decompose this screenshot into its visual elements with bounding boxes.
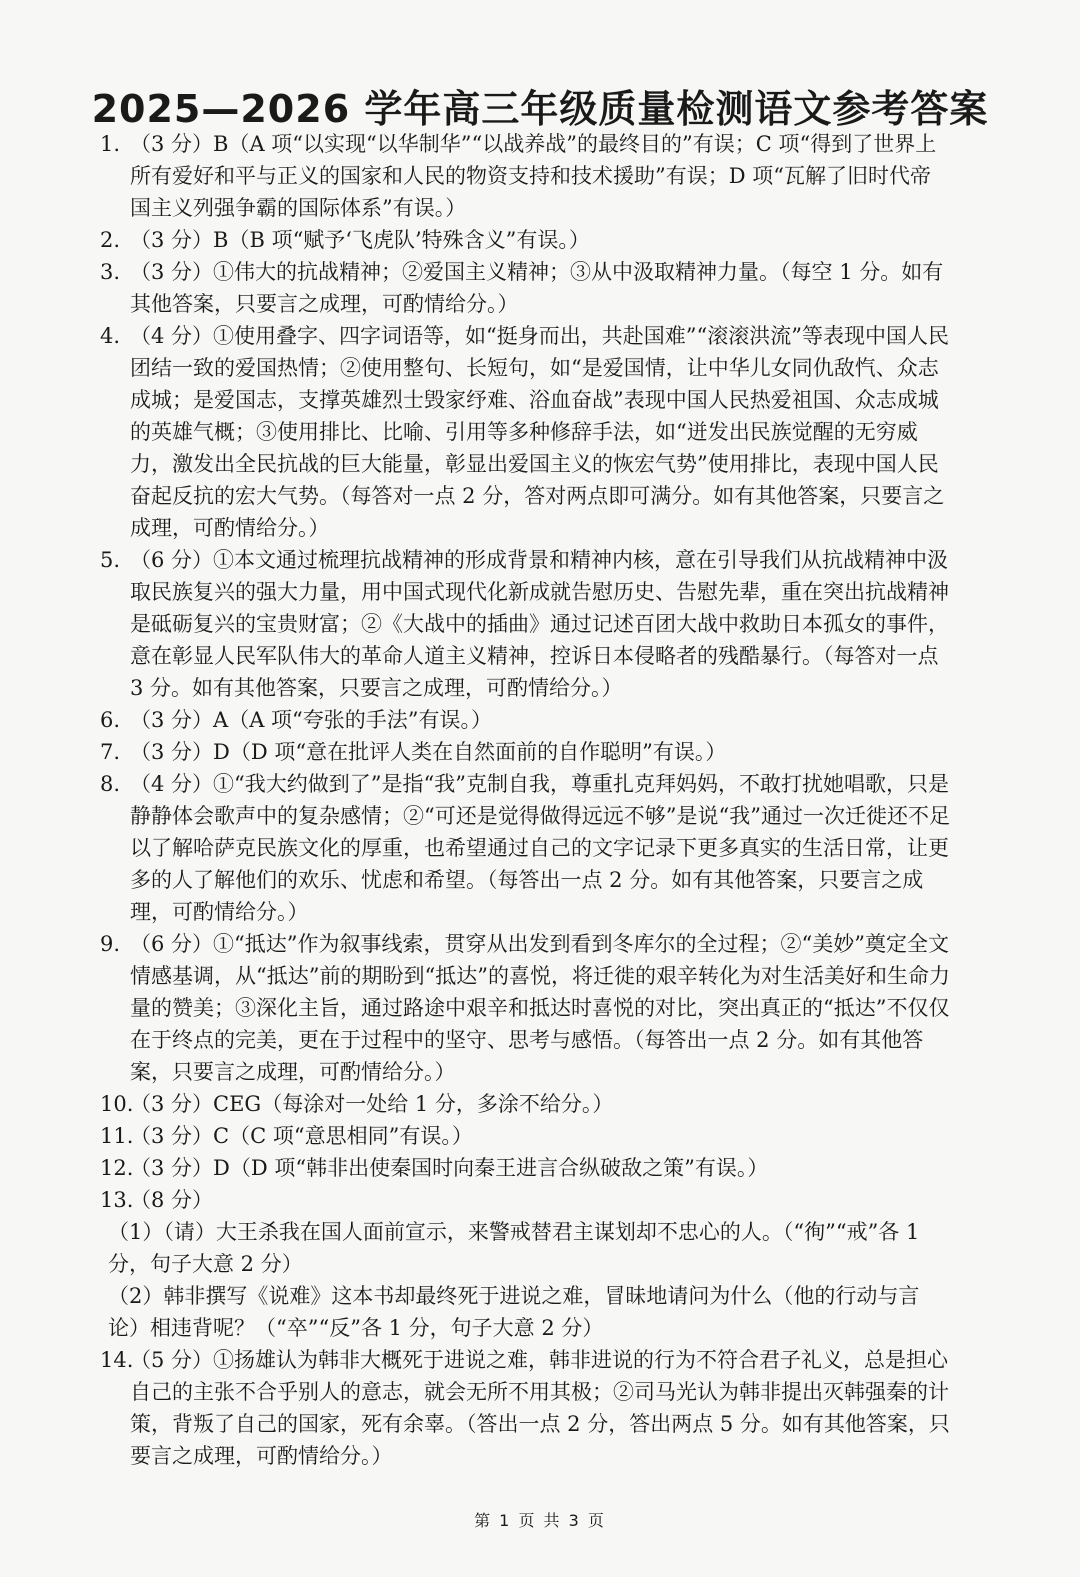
item-number: 13. [100, 1188, 134, 1212]
page-title: 2025—2026 学年高三年级质量检测语文参考答案 [91, 87, 989, 131]
item-text: （3 分）①伟大的抗战精神；②爱国主义精神；③从中汲取精神力量。（每空 1 分。如有其他答案，只要言之成理，可酌情给分。） [130, 260, 944, 316]
item-number: 11. [100, 1124, 134, 1148]
item-text: （3 分）B（A 项“以实现“以华制华”“以战养战”的最终目的”有误；C 项“得到了世界上所有爱好和平与正义的国家和人民的物资支持和技术援助”有误；D 项“瓦解了旧时代帝国主义列强争霸的国际体系”有误。） [130, 132, 937, 220]
answer-item-11 [100, 1120, 950, 1152]
subitem-text: （2）韩非撰写《说难》这本书却最终死于进说之难，冒昧地请问为什么（他的行动与言论）相违背呢？（“卒”“反”各 1 分，句子大意 2 分） [108, 1284, 920, 1340]
answer-item-5 [100, 544, 950, 704]
item-number: 1. [100, 132, 121, 156]
item-text: （4 分）①使用叠字、四字词语等，如“挺身而出，共赴国难”“滚滚洪流”等表现中国人民团结一致的爱国热情；②使用整句、长短句，如“是爱国情，让中华儿女同仇敌忾、众志成城；是爱国志，支撑英雄烈士毁家纾难、浴血奋战”表现中国人民热爱祖国、众志成城的英雄气概；③使用排比、比喻、引用等多种修辞手法，如“迸发出民族觉醒的无穷威力，激发出全民抗战的巨大能量，彰显出爱国主义的恢宏气势”使用排比，表现中国人民奋起反抗的宏大气势。（每答对一点 2 分，答对两点即可满分。如有其他答案，只要言之成理，可酌情给分。） [130, 324, 949, 540]
answer-item-6 [100, 704, 950, 736]
answer-subitem-13-2 [100, 1280, 950, 1344]
answer-item-8 [100, 768, 950, 928]
item-number: 12. [100, 1156, 134, 1180]
item-number: 8. [100, 772, 121, 796]
answer-item-2 [100, 224, 950, 256]
answer-item-12 [100, 1152, 950, 1184]
item-text: （3 分）A（A 项“夸张的手法”有误。） [130, 708, 493, 732]
item-text: （5 分）①扬雄认为韩非大概死于进说之难，韩非进说的行为不符合君子礼义，总是担心自己的主张不合乎别人的意志，就会无所不用其极；②司马光认为韩非提出灭韩强秦的计策，背叛了自己的国家，死有余辜。（答出一点 2 分，答出两点 5 分。如有其他答案，只要言之成理，可酌情给分。） [130, 1348, 950, 1468]
answer-item-7 [100, 736, 950, 768]
item-text: （3 分）B（B 项“赋予‘飞虎队’特殊含义”有误。） [130, 228, 590, 252]
answer-item-9 [100, 928, 950, 1088]
item-number: 9. [100, 932, 121, 956]
answer-item-3 [100, 256, 950, 320]
answer-item-14 [100, 1344, 950, 1472]
answer-item-1 [100, 128, 950, 224]
item-text: （3 分）D（D 项“意在批评人类在自然面前的自作聪明”有误。） [130, 740, 727, 764]
item-number: 2. [100, 228, 121, 252]
item-text: （6 分）①“抵达”作为叙事线索，贯穿从出发到看到冬库尔的全过程；②“美妙”奠定全文情感基调，从“抵达”前的期盼到“抵达”的喜悦，将迁徙的艰辛转化为对生活美好和生命力量的赞美；③深化主旨，通过路途中艰辛和抵达时喜悦的对比，突出真正的“抵达”不仅仅在于终点的完美，更在于过程中的坚守、思考与感悟。（每答出一点 2 分。如有其他答案，只要言之成理，可酌情给分。） [130, 932, 950, 1084]
answer-item-4 [100, 320, 950, 544]
item-text: （6 分）①本文通过梳理抗战精神的形成背景和精神内核，意在引导我们从抗战精神中汲取民族复兴的强大力量，用中国式现代化新成就告慰历史、告慰先辈，重在突出抗战精神是砥砺复兴的宝贵财富；②《大战中的插曲》通过记述百团大战中救助日本孤女的事件，意在彰显人民军队伟大的革命人道主义精神，控诉日本侵略者的残酷暴行。（每答对一点 3 分。如有其他答案，只要言之成理，可酌情给分。） [130, 548, 949, 700]
item-number: 7. [100, 740, 121, 764]
item-text: （3 分）C（C 项“意思相同”有误。） [130, 1124, 473, 1148]
item-text: （3 分）D（D 项“韩非出使秦国时向秦王进言合纵破敌之策”有误。） [130, 1156, 769, 1180]
item-number: 10. [100, 1092, 134, 1116]
subitem-text: （1）（请）大王杀我在国人面前宣示，来警戒替君主谋划却不忠心的人。（“徇”“戒”各 1 分，句子大意 2 分） [108, 1220, 920, 1276]
item-text: （3 分）CEG（每涂对一处给 1 分，多涂不给分。） [130, 1092, 614, 1116]
item-number: 3. [100, 260, 121, 284]
item-number: 4. [100, 324, 121, 348]
answer-subitem-13-1 [100, 1216, 950, 1280]
item-text: （8 分） [130, 1188, 214, 1212]
item-number: 6. [100, 708, 121, 732]
item-number: 14. [100, 1348, 134, 1372]
answer-item-10 [100, 1088, 950, 1120]
answer-list [100, 128, 950, 1472]
item-text: （4 分）①“我大约做到了”是指“我”克制自我，尊重扎克拜妈妈，不敢打扰她唱歌，只是静静体会歌声中的复杂感情；②“可还是觉得做得远远不够”是说“我”通过一次迁徙还不足以了解哈萨克民族文化的厚重，也希望通过自己的文字记录下更多真实的生活日常，让更多的人了解他们的欢乐、忧虑和希望。（每答出一点 2 分。如有其他答案，只要言之成理，可酌情给分。） [130, 772, 950, 924]
page-footer: 第 1 页 共 3 页 [474, 1511, 606, 1530]
answer-item-13 [100, 1184, 950, 1216]
item-number: 5. [100, 548, 121, 572]
